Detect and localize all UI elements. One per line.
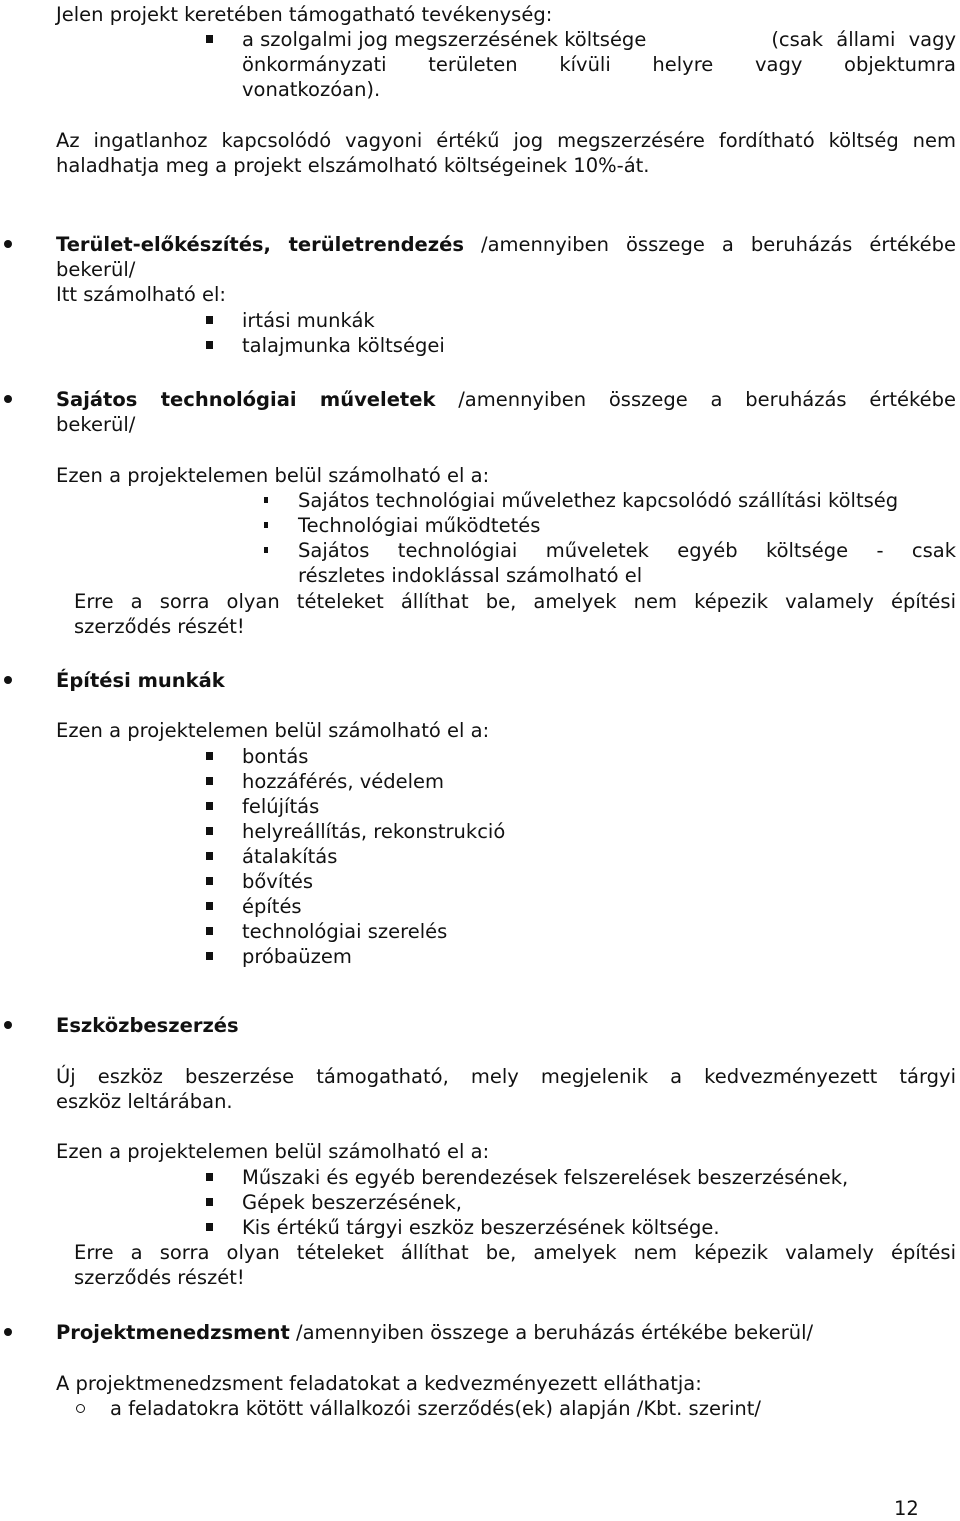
list-item-text: helyreállítás, rekonstrukció: [242, 820, 506, 843]
section-heading: Építési munkák: [56, 669, 225, 692]
square-bullet-icon: [206, 902, 213, 910]
square-bullet-icon: [206, 802, 213, 810]
list-item-text: próbaüzem: [242, 945, 352, 968]
note-line: Erre a sorra olyan tételeket állíthat be, amelyek nem képezik valamely építési: [74, 1241, 956, 1264]
section-text: A projektmenedzsment feladatokat a kedvezményezett elláthatja:: [56, 1372, 702, 1395]
section-heading: Sajátos technológiai műveletek: [56, 388, 436, 411]
bullet-icon: [4, 1021, 12, 1029]
list-item-text: Gépek beszerzésének,: [242, 1191, 462, 1214]
paragraph-line: Új eszköz beszerzése támogatható, mely megjelenik a kedvezményezett tárgyi: [56, 1065, 956, 1088]
square-bullet-icon: [264, 522, 268, 528]
section-heading-line: [56, 232, 956, 257]
list-item-text: bontás: [242, 745, 309, 768]
list-item-text: vonatkozóan).: [242, 78, 381, 101]
bullet-icon: [4, 395, 12, 403]
list-item-text: talajmunka költségei: [242, 334, 445, 357]
page-number: 12: [894, 1497, 919, 1520]
section-heading-line: [56, 387, 956, 412]
square-bullet-icon: [206, 827, 213, 835]
list-item-text: felújítás: [242, 795, 320, 818]
list-item-text: Sajátos technológiai műveletek egyéb költsége - csak: [298, 539, 956, 562]
list-item-text: építés: [242, 895, 302, 918]
section-heading: Eszközbeszerzés: [56, 1014, 239, 1037]
section-heading-rest: /amennyiben összege a beruházás értékébe bekerül/: [289, 1321, 814, 1344]
circle-bullet-icon: [76, 1404, 85, 1413]
section-text: bekerül/: [56, 413, 136, 436]
bullet-icon: [4, 676, 12, 684]
square-bullet-icon: [206, 1173, 213, 1181]
list-item-text: irtási munkák: [242, 309, 375, 332]
list-item-text: (csak állami vagy: [771, 28, 956, 51]
section-text: Ezen a projektelemen belül számolható el a:: [56, 464, 490, 487]
list-item-text: a feladatokra kötött vállalkozói szerződés(ek) alapján /Kbt. szerint/: [110, 1397, 761, 1420]
list-item-text: önkormányzati területen kívüli helyre vagy objektumra: [242, 53, 956, 76]
square-bullet-icon: [206, 1198, 213, 1206]
list-item-text: technológiai szerelés: [242, 920, 448, 943]
square-bullet-icon: [206, 341, 213, 349]
square-bullet-icon: [264, 497, 268, 503]
list-item-text: bővítés: [242, 870, 314, 893]
square-bullet-icon: [206, 877, 213, 885]
square-bullet-icon: [206, 852, 213, 860]
paragraph-line: Az ingatlanhoz kapcsolódó vagyoni értékű jog megszerzésére fordítható költség nem: [56, 129, 956, 152]
square-bullet-icon: [206, 952, 213, 960]
list-item-text: átalakítás: [242, 845, 338, 868]
note-line: szerződés részét!: [74, 615, 245, 638]
intro-line: Jelen projekt keretében támogatható tevékenység:: [56, 3, 553, 26]
square-bullet-icon: [206, 752, 213, 760]
square-bullet-icon: [206, 35, 213, 43]
list-item-text: hozzáférés, védelem: [242, 770, 445, 793]
section-heading-rest: /amennyiben összege a beruházás értékébe: [463, 233, 956, 256]
square-bullet-icon: [206, 777, 213, 785]
note-line: szerződés részét!: [74, 1266, 245, 1289]
section-heading-line: [56, 1320, 813, 1345]
bullet-icon: [4, 1328, 12, 1336]
section-heading: Terület-előkészítés, területrendezés: [56, 233, 464, 256]
square-bullet-icon: [264, 547, 268, 553]
list-item-text: Sajátos technológiai művelethez kapcsolódó szállítási költség: [298, 489, 899, 512]
note-line: Erre a sorra olyan tételeket állíthat be, amelyek nem képezik valamely építési: [74, 590, 956, 613]
list-item-text: a szolgalmi jog megszerzésének költsége: [242, 28, 647, 51]
list-item-text: Műszaki és egyéb berendezések felszerelések beszerzésének,: [242, 1166, 849, 1189]
section-text: Itt számolható el:: [56, 283, 226, 306]
section-text: Ezen a projektelemen belül számolható el a:: [56, 719, 490, 742]
list-item-text: részletes indoklással számolható el: [298, 564, 643, 587]
section-text: Ezen a projektelemen belül számolható el a:: [56, 1140, 490, 1163]
section-heading-rest: /amennyiben összege a beruházás értékébe: [435, 388, 956, 411]
paragraph-line: haladhatja meg a projekt elszámolható költségeinek 10%-át.: [56, 154, 650, 177]
square-bullet-icon: [206, 927, 213, 935]
square-bullet-icon: [206, 316, 213, 324]
bullet-icon: [4, 240, 12, 248]
section-heading: Projektmenedzsment: [56, 1321, 290, 1344]
section-text: bekerül/: [56, 258, 136, 281]
paragraph-line: eszköz leltárában.: [56, 1090, 233, 1113]
square-bullet-icon: [206, 1223, 213, 1231]
list-item-text: Kis értékű tárgyi eszköz beszerzésének költsége.: [242, 1216, 720, 1239]
list-item-text: Technológiai működtetés: [298, 514, 541, 537]
